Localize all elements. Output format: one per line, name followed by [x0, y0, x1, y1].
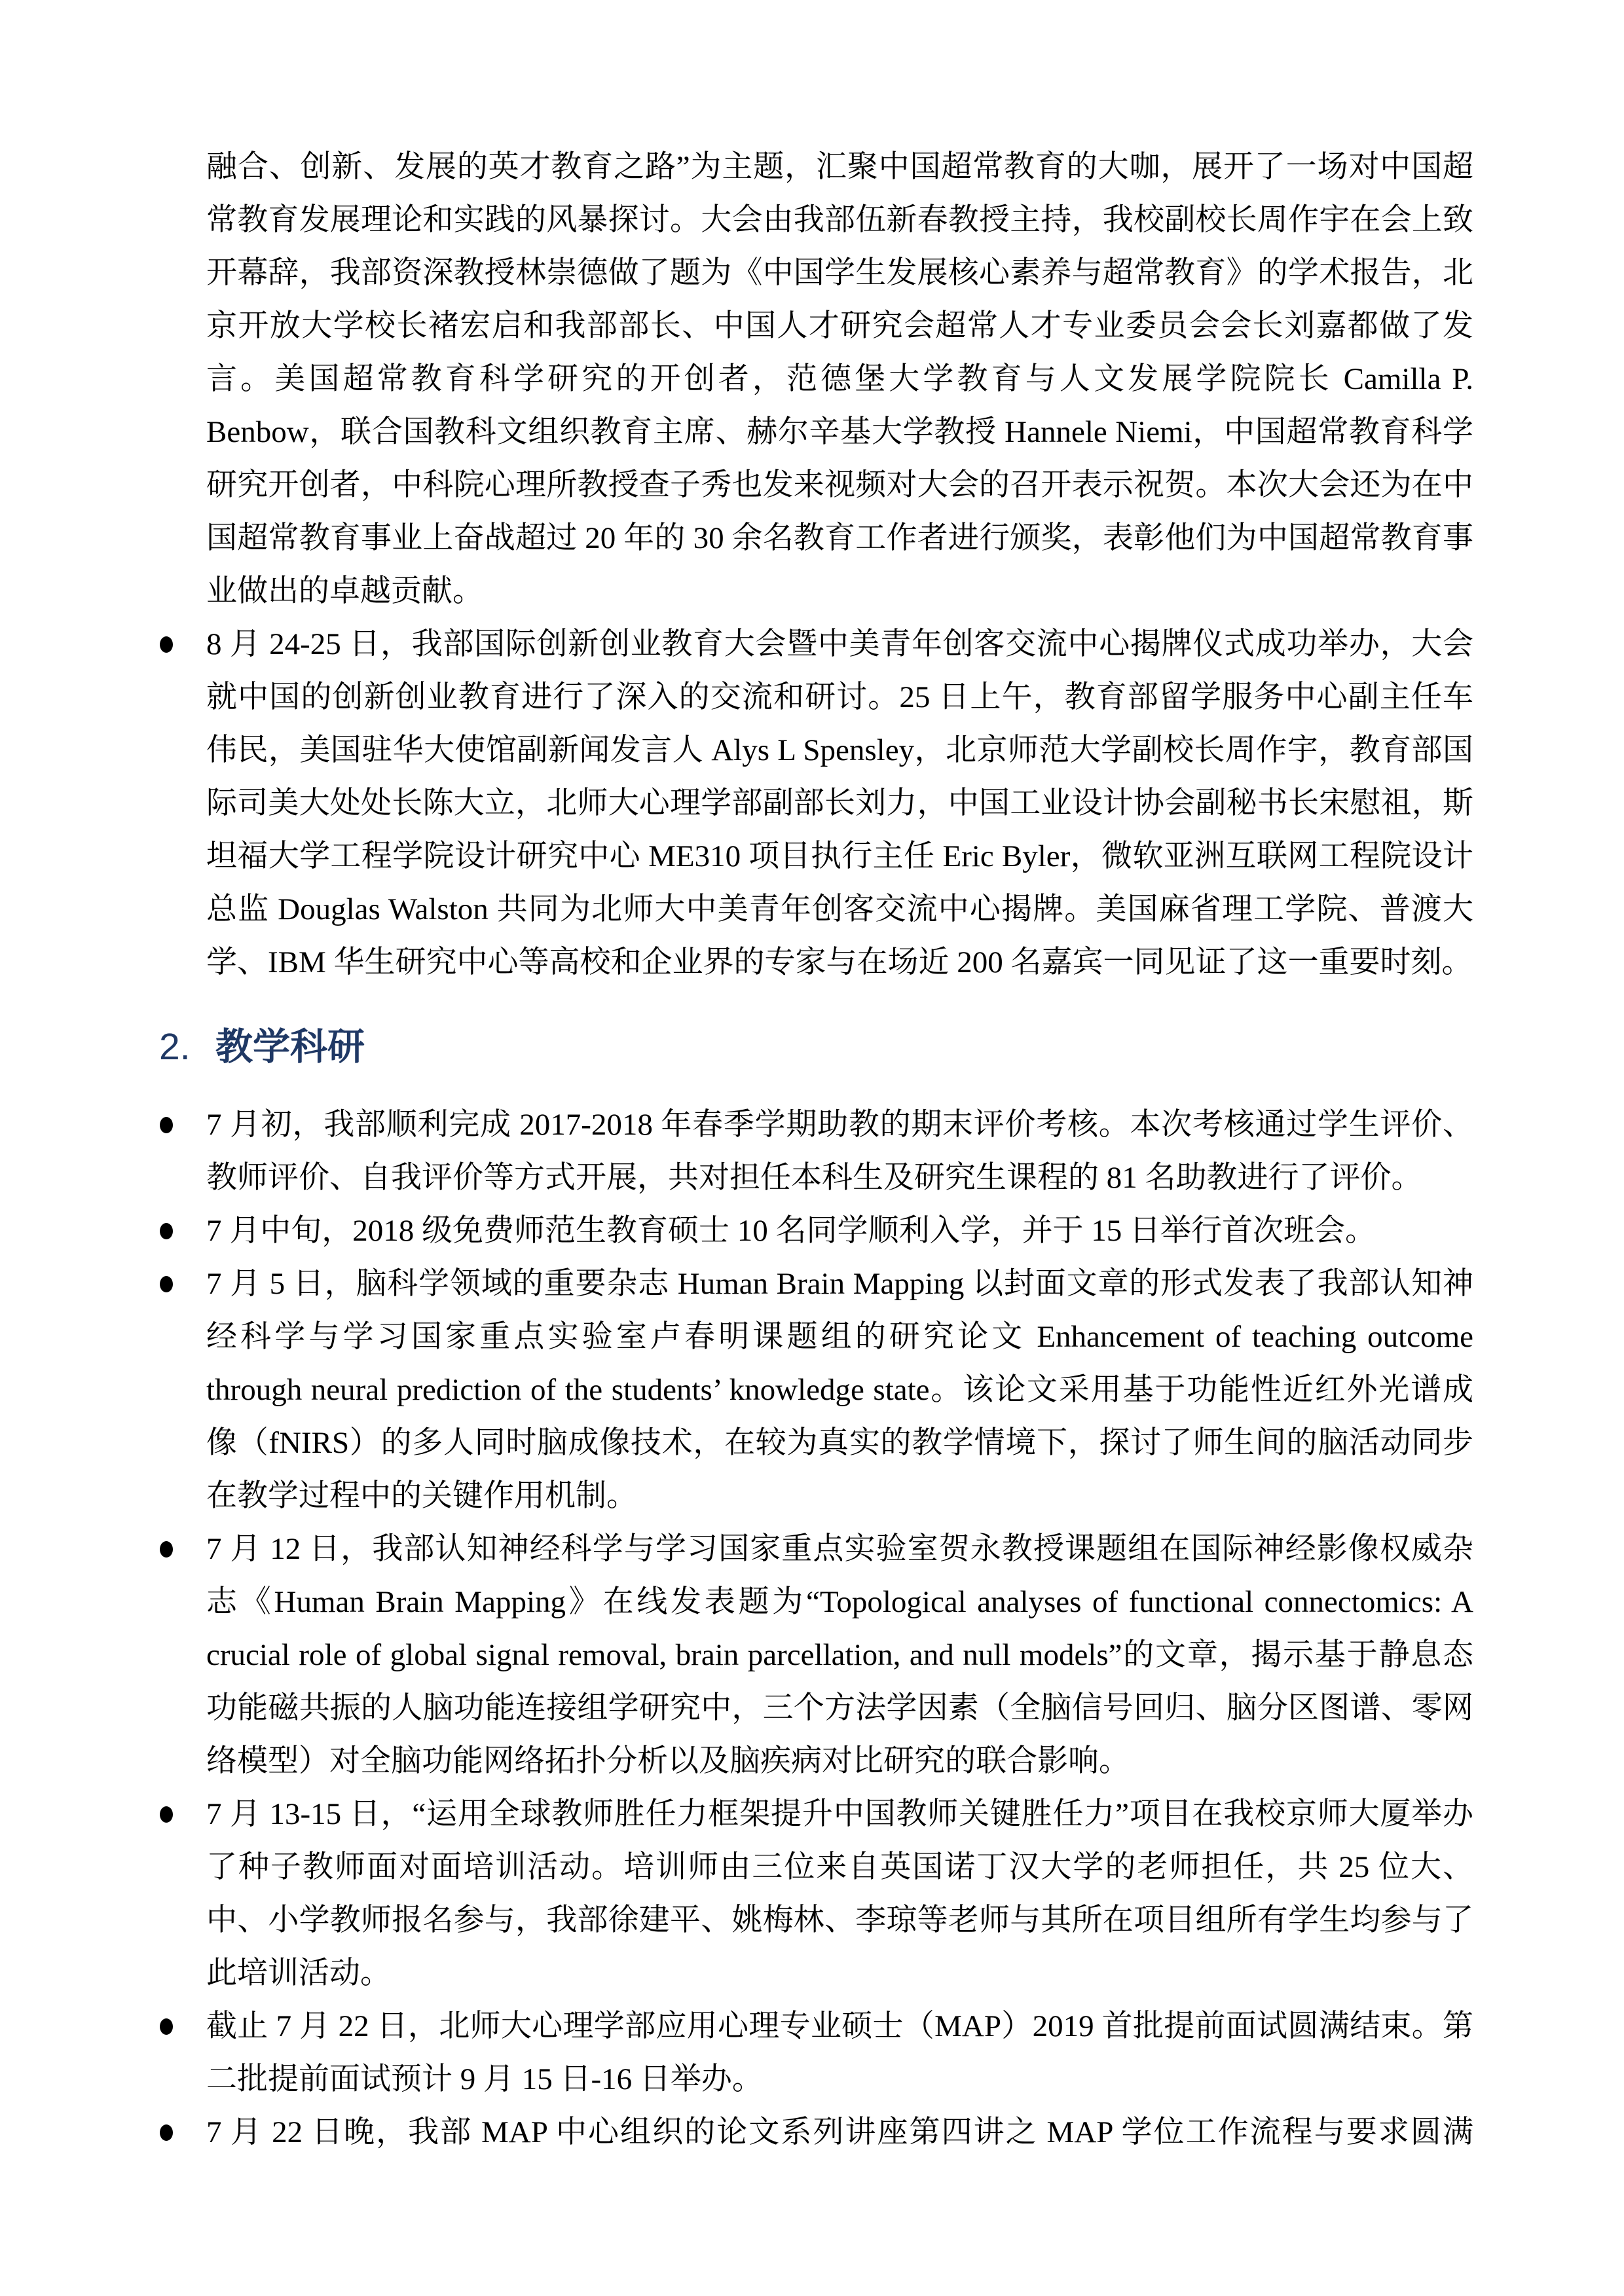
list-item-text: 截止 7 月 22 日，北师大心理学部应用心理专业硕士（MAP）2019 首批提前面试圆满结束。第二批提前面试预计 9 月 15 日-16 日举办。 — [206, 2009, 1473, 2096]
list-item-text: 7 月 13-15 日，“运用全球教师胜任力框架提升中国教师关键胜任力”项目在我校京师大厦举办了种子教师面对面培训活动。培训师由三位来自英国诺丁汉大学的老师担任，共 25 位大、中、小学教师报名参与，我部徐建平、姚梅林、李琼等老师与其所在项目组所有学生均参与了此培训活动。 — [206, 1797, 1473, 1990]
bullet-icon — [160, 2018, 173, 2035]
bullet-icon — [160, 636, 173, 653]
list-item — [159, 1205, 1473, 1258]
list-item-text: 7 月 5 日，脑科学领域的重要杂志 Human Brain Mapping 以封面文章的形式发表了我部认知神经科学与学习国家重点实验室卢春明课题组的研究论文 Enhancement of teaching outcome through neural prediction of the students’ knowledge state。该论文采用基于功能性近红外光谱成像（fNIRS）的多人同时脑成像技术，在较为真实的教学情境下，探讨了师生间的脑活动同步在教学过程中的关键作用机制。 — [206, 1267, 1473, 1513]
bullet-list-section — [159, 1099, 1473, 2159]
bullet-icon — [160, 1117, 173, 1133]
list-item-text: 7 月 22 日晚，我部 MAP 中心组织的论文系列讲座第四讲之 MAP 学位工作流程与要求圆满 — [206, 2115, 1473, 2149]
list-item — [159, 2106, 1473, 2159]
list-item-text: 7 月中旬，2018 级免费师范生教育硕士 10 名同学顺利入学，并于 15 日举行首次班会。 — [206, 1214, 1376, 1248]
list-item — [159, 1523, 1473, 1788]
bullet-icon — [160, 1541, 173, 1558]
bullet-icon — [160, 1806, 173, 1823]
section-number: 2. — [159, 1026, 191, 1068]
section-title: 教学科研 — [215, 1026, 365, 1068]
list-item — [159, 1258, 1473, 1523]
list-item — [159, 1788, 1473, 2000]
list-item-text: 7 月初，我部顺利完成 2017-2018 年春季学期助教的期末评价考核。本次考核通过学生评价、教师评价、自我评价等方式开展，共对担任本科生及研究生课程的 81 名助教进行了评价。 — [206, 1108, 1473, 1195]
bullet-icon — [160, 2124, 173, 2141]
continuation-paragraph: 融合、创新、发展的英才教育之路”为主题，汇聚中国超常教育的大咖，展开了一场对中国超常教育发展理论和实践的风暴探讨。大会由我部伍新春教授主持，我校副校长周作宇在会上致开幕辞，我部资深教授林崇德做了题为《中国学生发展核心素养与超常教育》的学术报告，北京开放大学校长褚宏启和我部部长、中国人才研究会超常人才专业委员会会长刘嘉都做了发言。美国超常教育科学研究的开创者，范德堡大学教育与人文发展学院院长 Camilla P. Benbow，联合国教科文组织教育主席、赫尔辛基大学教授 Hannele Niemi，中国超常教育科学研究开创者，中科院心理所教授查子秀也发来视频对大会的召开表示祝贺。本次大会还为在中国超常教育事业上奋战超过 20 年的 30 余名教育工作者进行颁奖，表彰他们为中国超常教育事业做出的卓越贡献。 — [206, 150, 1473, 608]
bullet-list-top — [159, 618, 1473, 989]
bullet-icon — [160, 1276, 173, 1292]
section-heading — [159, 1025, 1473, 1068]
list-item — [159, 1099, 1473, 1205]
list-item — [159, 618, 1473, 989]
bullet-icon — [160, 1223, 173, 1239]
list-item-text: 7 月 12 日，我部认知神经科学与学习国家重点实验室贺永教授课题组在国际神经影像权威杂志《Human Brain Mapping》在线发表题为“Topological analyses of functional connectomics: A crucial role of global signal removal, brain parcellation, and null models”的文章，揭示基于静息态功能磁共振的人脑功能连接组学研究中，三个方法学因素（全脑信号回归、脑分区图谱、零网络模型）对全脑功能网络拓扑分析以及脑疾病对比研究的联合影响。 — [206, 1532, 1473, 1778]
list-item-text: 8 月 24-25 日，我部国际创新创业教育大会暨中美青年创客交流中心揭牌仪式成功举办，大会就中国的创新创业教育进行了深入的交流和研讨。25 日上午，教育部留学服务中心副主任车伟民，美国驻华大使馆副新闻发言人 Alys L Spensley，北京师范大学副校长周作宇，教育部国际司美大处处长陈大立，北师大心理学部副部长刘力，中国工业设计协会副秘书长宋慰祖，斯坦福大学工程学院设计研究中心 ME310 项目执行主任 Eric Byler，微软亚洲互联网工程院设计总监 Douglas Walston 共同为北师大中美青年创客交流中心揭牌。美国麻省理工学院、普渡大学、IBM 华生研究中心等高校和企业界的专家与在场近 200 名嘉宾一同见证了这一重要时刻。 — [206, 627, 1473, 979]
list-item — [159, 2000, 1473, 2106]
